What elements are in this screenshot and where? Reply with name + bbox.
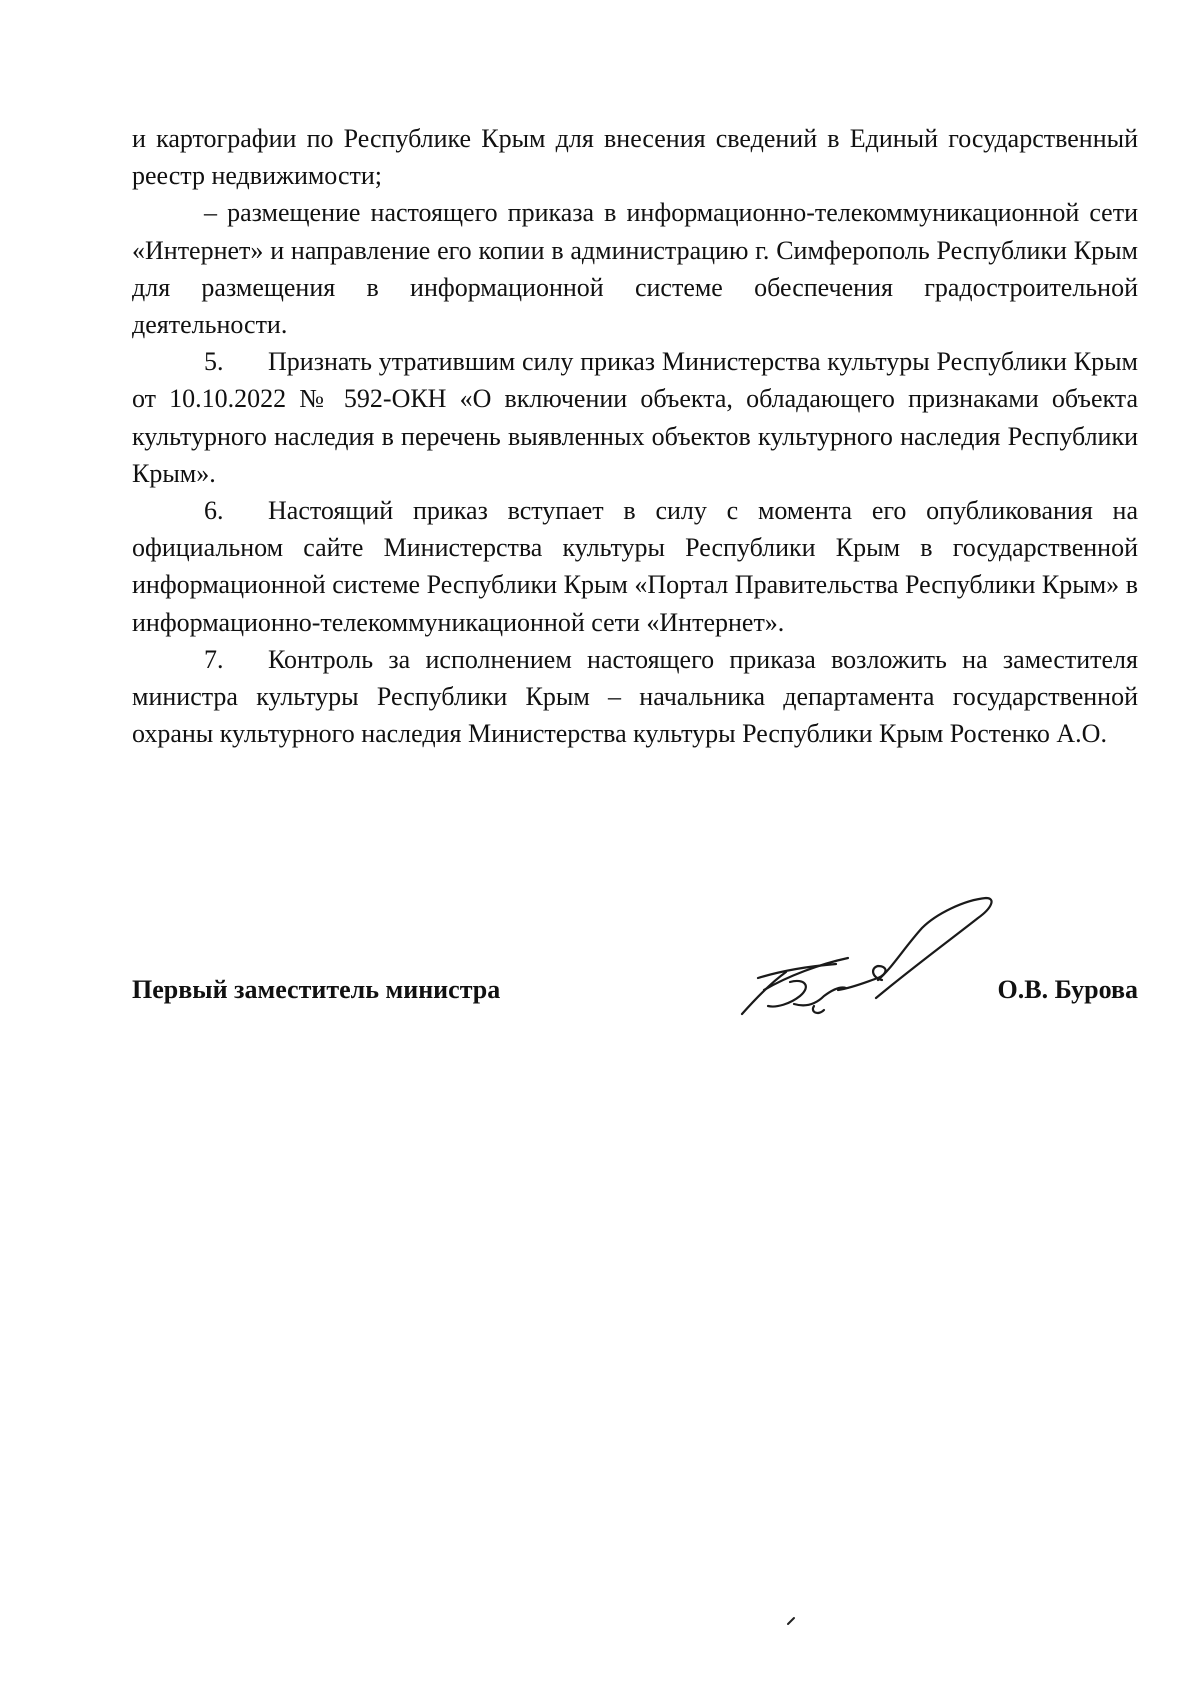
stray-pen-mark <box>786 1616 796 1626</box>
item-number: 5. <box>204 347 224 377</box>
paragraph-item-5 <box>132 343 1138 492</box>
paragraph-item-7 <box>132 641 1138 753</box>
signatory-name: О.В. Бурова <box>997 975 1138 1004</box>
paragraph-cadastre-continuation: и картографии по Республике Крым для внесения сведений в Единый государственный реестр недвижимости; <box>132 124 1138 191</box>
item-number: 7. <box>204 644 224 674</box>
signature-block <box>132 975 1138 1015</box>
document-body <box>132 120 1138 752</box>
item-number: 6. <box>204 496 224 526</box>
paragraph-item-6 <box>132 492 1138 641</box>
item-text: Контроль за исполнением настоящего приказа возложить на заместителя министра культуры Республики Крым – начальника департамента государственной охраны культурного наследия Министерства культуры Республики Крым Ростенко А.О. <box>132 644 1138 749</box>
signatory-title: Первый заместитель министра <box>132 975 501 1004</box>
item-text: Настоящий приказ вступает в силу с момента его опубликования на официальном сайте Министерства культуры Республики Крым в государственной информационной системе Республики Крым «Портал Правительства Республики Крым» в информационно-телекоммуникационной сети «Интернет». <box>132 496 1138 637</box>
item-text: Признать утратившим силу приказ Министерства культуры Республики Крым от 10.10.2022 № 592-ОКН «О включении объекта, обладающего признаками объекта культурного наследия в перечень выявленных объектов культурного наследия Республики Крым». <box>132 347 1138 488</box>
paragraph-publication-bullet: – размещение настоящего приказа в информационно-телекоммуникационной сети «Интернет» и направление его копии в администрацию г. Симферополь Республики Крым для размещения в информационной системе обеспечения градостроительной деятельности. <box>132 198 1138 340</box>
